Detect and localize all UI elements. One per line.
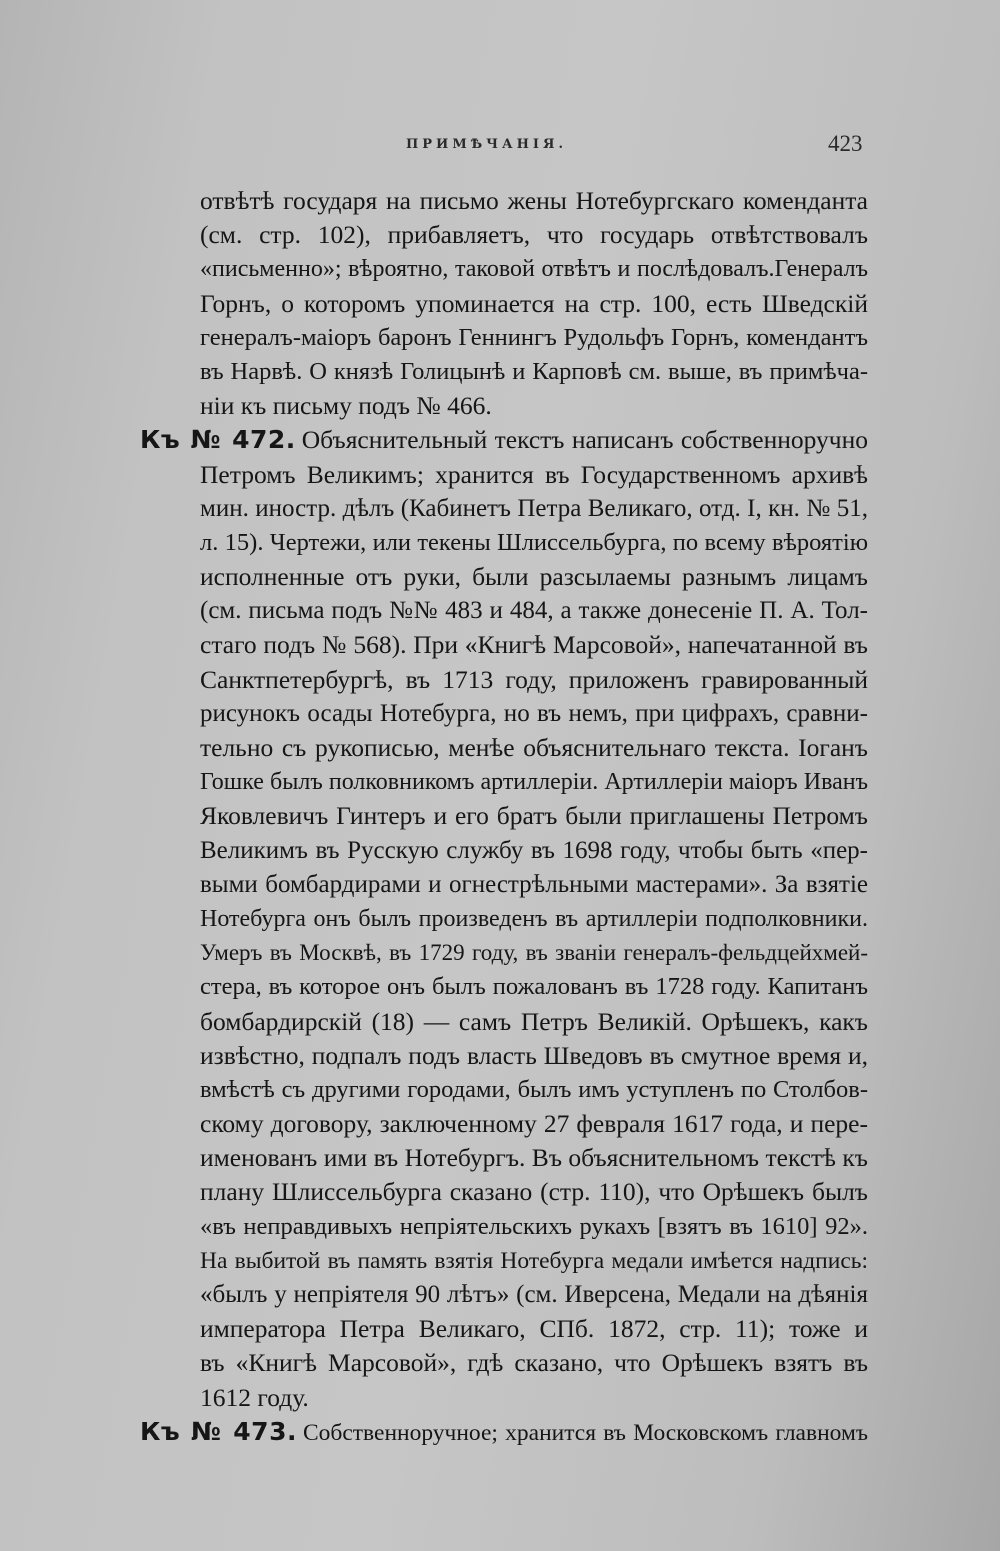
text-line: «былъ у непріятеля 90 лѣтъ» (см. Иверсена, Медали на дѣянія [200,1281,868,1308]
text-line: Великимъ въ Русскую службу въ 1698 году, чтобы быть «пер- [200,836,868,864]
text-line: Нотебурга онъ былъ произведенъ въ артиллеріи подполковники. [200,905,868,932]
text-line: (см. стр. 102), прибавляетъ, что государь отвѣтствовалъ [200,220,868,250]
text-line: выми бомбардирами и огнестрѣльными мастерами». За взятіе [200,870,868,898]
text-line: Гошке былъ полковникомъ артиллеріи. Артиллеріи маіоръ Иванъ [200,769,868,796]
note-472-first-text: Объяснительный текстъ написанъ собственноручно [301,425,868,455]
text-line: бомбардирскій (18) — самъ Петръ Великій. Орѣшекъ, какъ [200,1006,868,1036]
text-line: На выбитой въ память взятія Нотебурга медали имѣется надпись: [200,1247,868,1274]
note-473-label: Къ № 473. [140,1416,297,1446]
text-line: именованъ ими въ Нотебургъ. Въ объяснительномъ текстѣ къ [200,1143,868,1173]
text-line: стера, въ которое онъ былъ пожалованъ въ 1728 году. Капитанъ [200,973,868,1001]
text-line: (см. письма подъ №№ 483 и 484, а также донесеніе П. А. Тол- [200,597,868,625]
note-472-label: Къ № 472. [140,425,296,455]
text-line: Яковлевичъ Гинтеръ и его братъ были приглашены Петромъ [200,801,868,831]
text-line: рисунокъ осады Нотебурга, но въ немъ, при цифрахъ, сравни- [200,699,868,727]
text-line: генералъ-маіоръ баронъ Геннингъ Рудольфъ Горнъ, комендантъ [200,323,868,351]
text-line: извѣстно, подпалъ подъ власть Шведовъ въ смутное время и, [200,1040,868,1070]
body-text [140,184,868,1449]
text-line: Умеръ въ Москвѣ, въ 1729 году, въ званіи генералъ-фельдцейхмей- [200,940,868,966]
text-line: Горнъ, о которомъ упоминается на стр. 100, есть Шведскій [200,288,868,318]
text-line: ніи къ письму подъ № 466. [200,391,492,421]
text-line: «въ неправдивыхъ непріятельскихъ рукахъ [взятъ въ 1610] 92». [200,1212,868,1240]
text-line: Санктпетербургѣ, въ 1713 году, приложенъ гравированный [200,664,868,694]
text-line: 1612 году. [200,1382,309,1412]
text-line: Петромъ Великимъ; хранится въ Государственномъ архивѣ [200,459,868,489]
text-line: вмѣстѣ съ другими городами, былъ имъ уступленъ по Столбов- [200,1075,868,1103]
text-line: императора Петра Великаго, СПб. 1872, стр. 11); тоже и [200,1314,868,1344]
note-473-first-line [140,1415,868,1449]
text-line: исполненные отъ руки, были разсылаемы разнымъ лицамъ [200,562,868,592]
text-line: стаго подъ № 568). При «Книгѣ Марсовой», напечатанной въ [200,630,868,660]
text-line: въ «Книгѣ Марсовой», гдѣ сказано, что Орѣшекъ взятъ въ [200,1348,868,1378]
text-line: въ Нарвѣ. О князѣ Голицынѣ и Карповѣ см. выше, въ примѣча- [200,357,868,385]
text-line: отвѣтѣ государя на письмо жены Нотебургскаго коменданта [200,186,868,215]
text-line: плану Шлиссельбурга сказано (стр. 110), что Орѣшекъ былъ [200,1177,868,1207]
page-number: 423 [828,131,863,156]
text-line: л. 15). Чертежи, или текены Шлиссельбурга, по всему вѣроятію [200,528,868,556]
text-line: тельно съ рукописью, менѣе объяснительнаго текста. Іоганъ [200,733,868,762]
text-line: мин. иностр. дѣлъ (Кабинетъ Петра Великаго, отд. I, кн. № 51, [200,494,868,522]
text-line: скому договору, заключенному 27 февраля 1617 года, и пере- [200,1109,868,1139]
note-473-first-text: Собственноручное; хранится въ Московскомъ главномъ [302,1419,868,1446]
running-head: ПРИМѢЧАНІЯ. [406,137,567,152]
note-472-first-line [140,423,868,457]
text-line: «письменно»; вѣроятно, таковой отвѣтъ и послѣдовалъ.Генералъ [200,256,868,283]
